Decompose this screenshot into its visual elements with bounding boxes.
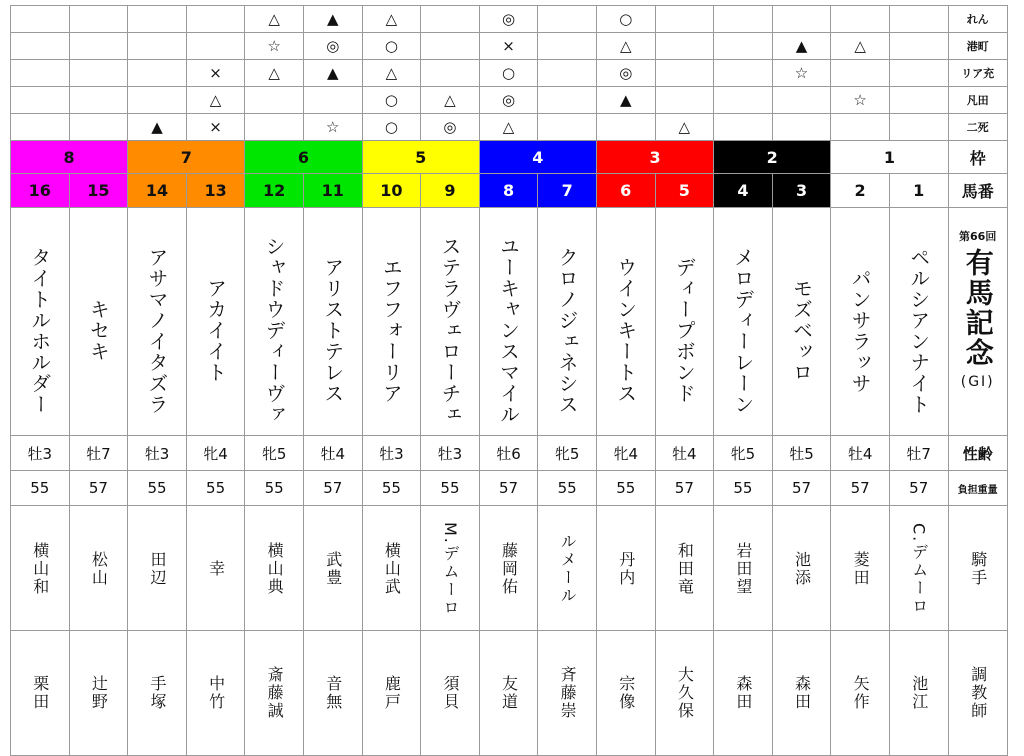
trainer-cell[interactable] <box>186 631 245 756</box>
sex-age-cell[interactable]: 牡3 <box>128 436 187 471</box>
jockey-cell[interactable] <box>479 506 538 631</box>
prediction-mark-cell[interactable] <box>11 114 70 141</box>
horse-name: ディープボンド <box>672 257 697 404</box>
weight-label-cell <box>948 471 1007 506</box>
trainer-label-cell <box>948 631 1007 756</box>
horse-name: ウインキートス <box>613 257 638 404</box>
umaban-cell[interactable]: 14 <box>128 174 187 208</box>
prediction-mark-cell[interactable] <box>11 87 70 114</box>
jockey-cell[interactable] <box>11 506 70 631</box>
prediction-mark-cell[interactable] <box>831 60 890 87</box>
umaban-cell[interactable]: 15 <box>69 174 128 208</box>
umaban-row <box>11 174 1008 208</box>
predictor-name: 凡田 <box>948 87 1007 114</box>
prediction-mark-cell[interactable] <box>69 60 128 87</box>
horse-name: アリストテレス <box>320 257 345 404</box>
horse-name-cell[interactable] <box>11 208 70 436</box>
umaban-cell[interactable]: 8 <box>479 174 538 208</box>
umaban-label: 馬番 <box>948 174 1007 208</box>
prediction-mark-cell[interactable]: ☆ <box>303 114 362 141</box>
prediction-mark-cell[interactable]: ◎ <box>421 114 480 141</box>
race-grade: (GⅠ) <box>960 374 995 390</box>
weight-cell[interactable]: 55 <box>714 471 773 506</box>
jockey-cell[interactable] <box>889 506 948 631</box>
jockey-row <box>11 506 1008 631</box>
jockey-cell[interactable] <box>186 506 245 631</box>
jockey-cell[interactable] <box>772 506 831 631</box>
jockey-cell[interactable] <box>714 506 773 631</box>
prediction-mark-cell[interactable] <box>538 87 597 114</box>
trainer-cell[interactable] <box>303 631 362 756</box>
trainer-name: 池江 <box>909 675 929 711</box>
waku-cell[interactable]: 5 <box>362 141 479 174</box>
horse-name: ユーキャンスマイル <box>496 236 521 425</box>
horse-name-cell[interactable] <box>772 208 831 436</box>
waku-cell[interactable]: 6 <box>245 141 362 174</box>
prediction-mark-cell[interactable]: ○ <box>362 114 421 141</box>
race-card-table <box>10 5 1008 756</box>
prediction-mark-cell[interactable]: ▲ <box>303 6 362 33</box>
jockey-cell[interactable] <box>596 506 655 631</box>
prediction-mark-cell[interactable]: × <box>186 60 245 87</box>
prediction-mark-cell[interactable]: ▲ <box>128 114 187 141</box>
prediction-mark-cell[interactable] <box>186 33 245 60</box>
prediction-mark-cell[interactable] <box>596 114 655 141</box>
waku-cell[interactable]: 1 <box>831 141 948 174</box>
prediction-mark-cell[interactable]: △ <box>245 60 304 87</box>
prediction-mark-cell[interactable]: ▲ <box>596 87 655 114</box>
umaban-cell[interactable]: 3 <box>772 174 831 208</box>
weight-row <box>11 471 1008 506</box>
trainer-cell[interactable] <box>245 631 304 756</box>
prediction-mark-cell[interactable]: ○ <box>362 87 421 114</box>
jockey-name: 藤岡佑 <box>499 542 519 596</box>
trainer-cell[interactable] <box>538 631 597 756</box>
jockey-name: 田辺 <box>147 551 167 587</box>
weight-cell[interactable]: 57 <box>479 471 538 506</box>
jockey-name: 和田竜 <box>675 542 695 596</box>
sex-age-label: 性齢 <box>948 436 1007 471</box>
umaban-cell[interactable]: 10 <box>362 174 421 208</box>
jockey-name: 横山武 <box>382 542 402 596</box>
waku-cell[interactable]: 8 <box>11 141 128 174</box>
horse-name-cell[interactable] <box>128 208 187 436</box>
horse-name-row <box>11 208 1008 436</box>
sex-age-cell[interactable]: 牡3 <box>421 436 480 471</box>
trainer-name: 宗像 <box>616 675 636 711</box>
prediction-mark-cell[interactable] <box>245 114 304 141</box>
predictor-name: 二死 <box>948 114 1007 141</box>
prediction-mark-cell[interactable] <box>128 6 187 33</box>
weight-cell[interactable]: 55 <box>186 471 245 506</box>
sex-age-cell[interactable]: 牝5 <box>714 436 773 471</box>
prediction-mark-cell[interactable] <box>11 33 70 60</box>
horse-name: タイトルホルダー <box>27 246 52 415</box>
sex-age-cell[interactable]: 牝5 <box>245 436 304 471</box>
prediction-mark-cell[interactable] <box>538 33 597 60</box>
prediction-mark-cell[interactable]: △ <box>421 87 480 114</box>
horse-name-cell[interactable] <box>831 208 890 436</box>
jockey-label: 騎手 <box>968 551 988 587</box>
horse-name: クロノジェネシス <box>555 246 580 415</box>
race-edition: 第66回 <box>959 230 997 243</box>
umaban-cell[interactable]: 5 <box>655 174 714 208</box>
predictor-row <box>11 60 1008 87</box>
trainer-cell[interactable] <box>889 631 948 756</box>
predictor-row <box>11 87 1008 114</box>
horse-name: パンサラッサ <box>848 267 873 394</box>
horse-name: ステラヴェローチェ <box>437 236 462 425</box>
weight-cell[interactable]: 57 <box>772 471 831 506</box>
trainer-row <box>11 631 1008 756</box>
prediction-mark-cell[interactable]: ◎ <box>479 6 538 33</box>
prediction-mark-cell[interactable] <box>538 114 597 141</box>
sex-age-cell[interactable]: 牡3 <box>362 436 421 471</box>
trainer-cell[interactable] <box>362 631 421 756</box>
horse-name-cell[interactable] <box>479 208 538 436</box>
trainer-name: 大久保 <box>675 666 695 720</box>
horse-name: キセキ <box>86 299 111 362</box>
waku-label: 枠 <box>948 141 1007 174</box>
trainer-name: 手塚 <box>147 675 167 711</box>
trainer-cell[interactable] <box>596 631 655 756</box>
prediction-mark-cell[interactable] <box>421 6 480 33</box>
umaban-cell[interactable]: 6 <box>596 174 655 208</box>
prediction-mark-cell[interactable] <box>655 60 714 87</box>
horse-name: アカイイト <box>203 278 228 383</box>
sex-age-cell[interactable]: 牡7 <box>889 436 948 471</box>
horse-name-cell[interactable] <box>245 208 304 436</box>
weight-cell[interactable]: 55 <box>245 471 304 506</box>
prediction-mark-cell[interactable] <box>772 6 831 33</box>
prediction-mark-cell[interactable] <box>772 87 831 114</box>
prediction-mark-cell[interactable] <box>655 6 714 33</box>
trainer-cell[interactable] <box>11 631 70 756</box>
jockey-name: 幸 <box>206 560 226 578</box>
horse-name-cell[interactable] <box>303 208 362 436</box>
weight-cell[interactable]: 57 <box>303 471 362 506</box>
prediction-mark-cell[interactable] <box>303 87 362 114</box>
prediction-mark-cell[interactable]: △ <box>596 33 655 60</box>
trainer-label: 調教師 <box>968 666 988 720</box>
weight-cell[interactable]: 55 <box>362 471 421 506</box>
prediction-mark-cell[interactable] <box>714 60 773 87</box>
sex-age-cell[interactable]: 牡7 <box>69 436 128 471</box>
prediction-mark-cell[interactable] <box>772 114 831 141</box>
trainer-name: 中竹 <box>206 675 226 711</box>
prediction-mark-cell[interactable]: ☆ <box>772 60 831 87</box>
horse-name: ペルシアンナイト <box>906 246 931 415</box>
prediction-mark-cell[interactable] <box>889 6 948 33</box>
jockey-name: 武豊 <box>323 551 343 587</box>
weight-cell[interactable]: 57 <box>889 471 948 506</box>
jockey-cell[interactable] <box>362 506 421 631</box>
umaban-cell[interactable]: 9 <box>421 174 480 208</box>
jockey-name: 横山典 <box>265 542 285 596</box>
trainer-name: 鹿戸 <box>382 675 402 711</box>
predictor-name: れん <box>948 6 1007 33</box>
prediction-mark-cell[interactable]: ◎ <box>479 87 538 114</box>
sex-age-cell[interactable]: 牡3 <box>11 436 70 471</box>
prediction-mark-cell[interactable]: △ <box>245 6 304 33</box>
prediction-mark-cell[interactable] <box>69 6 128 33</box>
prediction-mark-cell[interactable]: ○ <box>596 6 655 33</box>
horse-name-cell[interactable] <box>714 208 773 436</box>
jockey-name: C.デムーロ <box>909 522 929 616</box>
sex-age-cell[interactable]: 牡4 <box>303 436 362 471</box>
predictor-row <box>11 6 1008 33</box>
prediction-mark-cell[interactable]: △ <box>831 33 890 60</box>
horse-name: アサマノイタズラ <box>144 246 169 415</box>
horse-name-cell[interactable] <box>186 208 245 436</box>
prediction-mark-cell[interactable]: ◎ <box>303 33 362 60</box>
jockey-name: M.デムーロ <box>440 521 460 617</box>
prediction-mark-cell[interactable] <box>69 87 128 114</box>
horse-name: モズベッロ <box>789 278 814 383</box>
trainer-name: 音無 <box>323 675 343 711</box>
race-title: 有馬記念 <box>961 248 995 368</box>
horse-name-cell[interactable] <box>421 208 480 436</box>
prediction-mark-cell[interactable]: ○ <box>362 33 421 60</box>
prediction-mark-cell[interactable] <box>889 87 948 114</box>
prediction-mark-cell[interactable] <box>245 87 304 114</box>
horse-name-cell[interactable] <box>596 208 655 436</box>
race-title-cell <box>948 208 1007 436</box>
horse-name-cell[interactable] <box>889 208 948 436</box>
sex-age-row <box>11 436 1008 471</box>
prediction-mark-cell[interactable] <box>11 60 70 87</box>
weight-cell[interactable]: 55 <box>128 471 187 506</box>
sex-age-cell[interactable]: 牝4 <box>596 436 655 471</box>
umaban-cell[interactable]: 11 <box>303 174 362 208</box>
trainer-name: 森田 <box>792 675 812 711</box>
sex-age-cell[interactable]: 牡4 <box>655 436 714 471</box>
prediction-mark-cell[interactable] <box>714 87 773 114</box>
waku-row <box>11 141 1008 174</box>
prediction-mark-cell[interactable]: ▲ <box>303 60 362 87</box>
prediction-mark-cell[interactable]: △ <box>655 114 714 141</box>
trainer-name: 栗田 <box>30 675 50 711</box>
horse-name: メロディーレーン <box>730 246 755 415</box>
prediction-mark-cell[interactable]: △ <box>186 87 245 114</box>
prediction-mark-cell[interactable] <box>538 60 597 87</box>
prediction-mark-cell[interactable] <box>714 6 773 33</box>
prediction-mark-cell[interactable] <box>831 114 890 141</box>
trainer-cell[interactable] <box>128 631 187 756</box>
weight-label: 負担重量 <box>957 485 998 496</box>
jockey-cell[interactable] <box>245 506 304 631</box>
prediction-mark-cell[interactable] <box>186 6 245 33</box>
prediction-mark-cell[interactable]: △ <box>362 60 421 87</box>
jockey-name: 池添 <box>792 551 812 587</box>
predictor-name: リア充 <box>948 60 1007 87</box>
weight-cell[interactable]: 55 <box>421 471 480 506</box>
prediction-mark-cell[interactable] <box>128 87 187 114</box>
prediction-mark-cell[interactable] <box>421 60 480 87</box>
prediction-mark-cell[interactable] <box>714 114 773 141</box>
race-label <box>949 208 1007 435</box>
prediction-mark-cell[interactable]: △ <box>479 114 538 141</box>
waku-cell[interactable]: 2 <box>714 141 831 174</box>
prediction-mark-cell[interactable] <box>421 33 480 60</box>
prediction-mark-cell[interactable] <box>889 114 948 141</box>
prediction-mark-cell[interactable] <box>831 6 890 33</box>
trainer-name: 友道 <box>499 675 519 711</box>
waku-cell[interactable]: 4 <box>479 141 596 174</box>
waku-cell[interactable]: 7 <box>128 141 245 174</box>
trainer-cell[interactable] <box>714 631 773 756</box>
prediction-mark-cell[interactable]: ▲ <box>772 33 831 60</box>
prediction-mark-cell[interactable] <box>655 33 714 60</box>
prediction-mark-cell[interactable] <box>128 33 187 60</box>
horse-name: シャドウディーヴァ <box>262 236 287 425</box>
umaban-cell[interactable]: 16 <box>11 174 70 208</box>
umaban-cell[interactable]: 13 <box>186 174 245 208</box>
trainer-name: 斎藤誠 <box>265 666 285 720</box>
waku-cell[interactable]: 3 <box>596 141 713 174</box>
predictor-row <box>11 33 1008 60</box>
jockey-cell[interactable] <box>538 506 597 631</box>
jockey-cell[interactable] <box>831 506 890 631</box>
weight-cell[interactable]: 55 <box>538 471 597 506</box>
jockey-label-cell <box>948 506 1007 631</box>
trainer-name: 辻野 <box>89 675 109 711</box>
trainer-cell[interactable] <box>831 631 890 756</box>
predictor-name: 港町 <box>948 33 1007 60</box>
jockey-name: 松山 <box>89 551 109 587</box>
trainer-cell[interactable] <box>421 631 480 756</box>
prediction-mark-cell[interactable]: ☆ <box>245 33 304 60</box>
prediction-mark-cell[interactable] <box>128 60 187 87</box>
trainer-name: 森田 <box>733 675 753 711</box>
jockey-cell[interactable] <box>69 506 128 631</box>
prediction-mark-cell[interactable]: ☆ <box>831 87 890 114</box>
jockey-name: 菱田 <box>851 551 871 587</box>
trainer-name: 須貝 <box>440 675 460 711</box>
prediction-mark-cell[interactable] <box>889 60 948 87</box>
umaban-cell[interactable]: 12 <box>245 174 304 208</box>
prediction-mark-cell[interactable] <box>714 33 773 60</box>
prediction-mark-cell[interactable] <box>11 6 70 33</box>
jockey-name: 丹内 <box>616 551 636 587</box>
jockey-name: 横山和 <box>30 542 50 596</box>
horse-name-cell[interactable] <box>655 208 714 436</box>
prediction-mark-cell[interactable]: × <box>186 114 245 141</box>
umaban-cell[interactable]: 1 <box>889 174 948 208</box>
trainer-cell[interactable] <box>655 631 714 756</box>
predictor-row <box>11 114 1008 141</box>
prediction-mark-cell[interactable]: ◎ <box>596 60 655 87</box>
weight-cell[interactable]: 57 <box>69 471 128 506</box>
trainer-cell[interactable] <box>479 631 538 756</box>
prediction-mark-cell[interactable]: × <box>479 33 538 60</box>
horse-name-cell[interactable] <box>362 208 421 436</box>
prediction-mark-cell[interactable]: △ <box>362 6 421 33</box>
prediction-mark-cell[interactable] <box>538 6 597 33</box>
prediction-mark-cell[interactable]: ○ <box>479 60 538 87</box>
jockey-cell[interactable] <box>655 506 714 631</box>
jockey-cell[interactable] <box>128 506 187 631</box>
jockey-cell[interactable] <box>303 506 362 631</box>
sex-age-cell[interactable]: 牝5 <box>538 436 597 471</box>
trainer-name: 斉藤崇 <box>558 666 578 720</box>
weight-cell[interactable]: 55 <box>11 471 70 506</box>
sex-age-cell[interactable]: 牡5 <box>772 436 831 471</box>
umaban-cell[interactable]: 2 <box>831 174 890 208</box>
prediction-mark-cell[interactable] <box>69 33 128 60</box>
weight-cell[interactable]: 57 <box>831 471 890 506</box>
trainer-cell[interactable] <box>772 631 831 756</box>
horse-name: エフフォーリア <box>379 257 404 404</box>
sex-age-cell[interactable]: 牡4 <box>831 436 890 471</box>
horse-name-cell[interactable] <box>538 208 597 436</box>
prediction-mark-cell[interactable] <box>69 114 128 141</box>
jockey-cell[interactable] <box>421 506 480 631</box>
trainer-cell[interactable] <box>69 631 128 756</box>
horse-name-cell[interactable] <box>69 208 128 436</box>
jockey-name: 岩田望 <box>733 542 753 596</box>
prediction-mark-cell[interactable] <box>655 87 714 114</box>
sex-age-cell[interactable]: 牡6 <box>479 436 538 471</box>
weight-cell[interactable]: 57 <box>655 471 714 506</box>
jockey-name: ルメール <box>558 533 578 605</box>
prediction-mark-cell[interactable] <box>889 33 948 60</box>
weight-cell[interactable]: 55 <box>596 471 655 506</box>
trainer-name: 矢作 <box>851 675 871 711</box>
umaban-cell[interactable]: 7 <box>538 174 597 208</box>
sex-age-cell[interactable]: 牝4 <box>186 436 245 471</box>
umaban-cell[interactable]: 4 <box>714 174 773 208</box>
